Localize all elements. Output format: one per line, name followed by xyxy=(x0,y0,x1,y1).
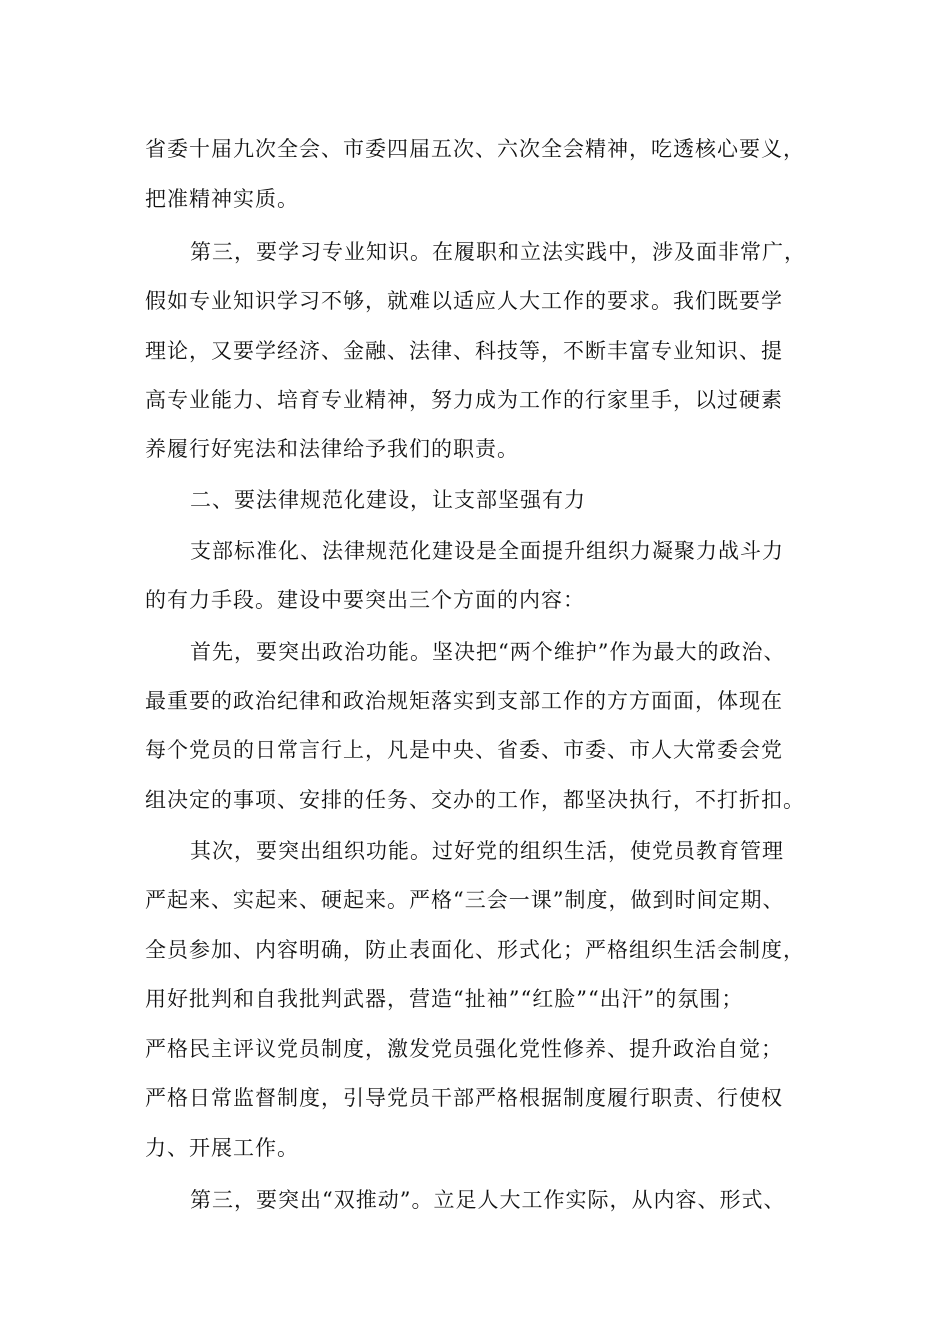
section-heading: 二、要法律规范化建设，让支部坚强有力 xyxy=(190,488,586,512)
text-line: 的有力手段。建设中要突出三个方面的内容： xyxy=(145,588,585,612)
text-line: 假如专业知识学习不够，就难以适应人大工作的要求。我们既要学 xyxy=(145,289,783,313)
text-line: 每个党员的日常言行上，凡是中央、省委、市委、市人大常委会党 xyxy=(145,738,783,762)
text-line: 严格日常监督制度，引导党员干部严格根据制度履行职责、行使权 xyxy=(145,1086,783,1110)
text-line: 理论，又要学经济、金融、法律、科技等，不断丰富专业知识、提 xyxy=(145,339,783,363)
text-line: 最重要的政治纪律和政治规矩落实到支部工作的方方面面，体现在 xyxy=(145,689,783,713)
text-line: 组决定的事项、安排的任务、交办的工作，都坚决执行，不打折扣。 xyxy=(145,788,805,812)
text-line: 用好批判和自我批判武器，营造“扯袖”“红脸”“出汗”的氛围； xyxy=(145,987,744,1011)
text-line: 第三，要突出“双推动”。立足人大工作实际，从内容、形式、 xyxy=(190,1188,786,1212)
text-line: 其次，要突出组织功能。过好党的组织生活，使党员教育管理 xyxy=(190,839,784,863)
text-line: 省委十届九次全会、市委四届五次、六次全会精神，吃透核心要义， xyxy=(145,137,805,161)
text-line: 严起来、实起来、硬起来。严格“三会一课”制度，做到时间定期、 xyxy=(145,888,785,912)
text-line: 首先，要突出政治功能。坚决把“两个维护”作为最大的政治、 xyxy=(190,640,786,664)
text-line: 力、开展工作。 xyxy=(145,1136,299,1160)
text-line: 把准精神实质。 xyxy=(145,187,299,211)
text-line: 支部标准化、法律规范化建设是全面提升组织力凝聚力战斗力 xyxy=(190,539,784,563)
text-line: 严格民主评议党员制度，激发党员强化党性修养、提升政治自觉； xyxy=(145,1037,783,1061)
text-line: 养履行好宪法和法律给予我们的职责。 xyxy=(145,437,519,461)
text-line: 高专业能力、培育专业精神，努力成为工作的行家里手，以过硬素 xyxy=(145,388,783,412)
text-line: 全员参加、内容明确，防止表面化、形式化；严格组织生活会制度， xyxy=(145,938,805,962)
text-line: 第三，要学习专业知识。在履职和立法实践中，涉及面非常广， xyxy=(190,240,806,264)
